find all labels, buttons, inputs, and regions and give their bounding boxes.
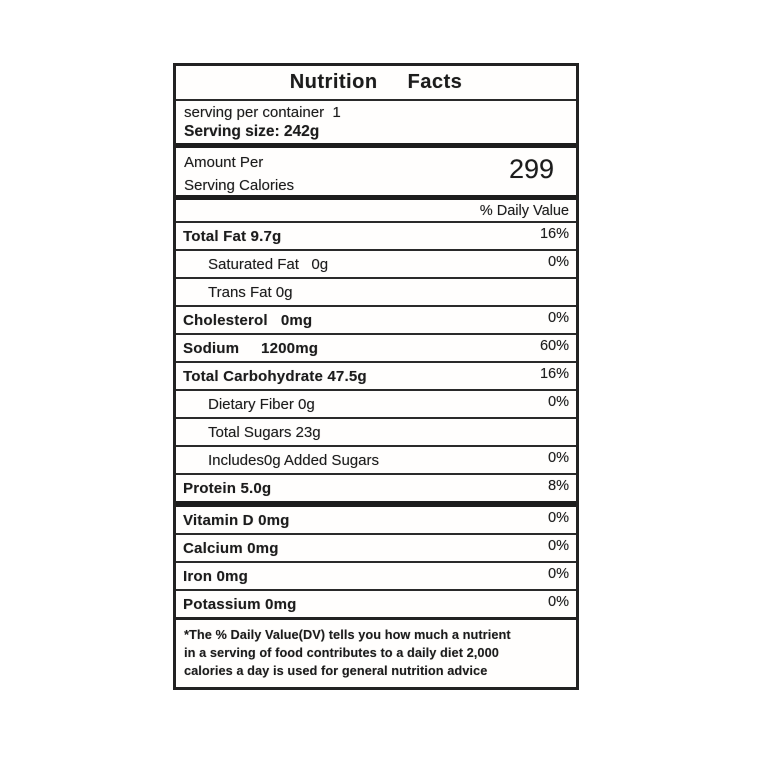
nutrient-name: Total Sugars 23g [208, 423, 321, 441]
nutrient-dv: 0% [548, 450, 569, 466]
nutrient-dv: 0% [548, 538, 569, 554]
nutrient-dv: 8% [548, 478, 569, 494]
nutrient-dv: 60% [539, 338, 569, 354]
nutrient-dv: 16% [539, 226, 569, 242]
serving-size: Serving size: 242g [184, 123, 320, 140]
table-row [176, 391, 576, 419]
daily-value-header-row [176, 200, 576, 223]
footnote-line: calories a day is used for general nutrition advice [184, 664, 488, 679]
nutrient-name: Saturated Fat 0g [208, 255, 329, 273]
table-row [176, 563, 576, 591]
table-row [176, 335, 576, 363]
table-row [176, 307, 576, 335]
table-row [176, 419, 576, 447]
nutrient-name: Includes0g Added Sugars [208, 451, 379, 469]
calories-label-line1: Amount Per [184, 154, 264, 171]
footnote-line: in a serving of food contributes to a daily diet 2,000 [184, 646, 499, 661]
nutrient-name: Iron 0mg [183, 567, 248, 585]
nutrient-name: Cholesterol 0mg [183, 311, 313, 329]
table-row [176, 279, 576, 307]
nutrient-dv: 0% [548, 310, 569, 326]
nutrient-name: Total Fat 9.7g [183, 227, 282, 245]
nutrient-dv: 16% [539, 366, 569, 382]
nutrient-name: Calcium 0mg [183, 539, 279, 557]
table-row [176, 535, 576, 563]
calories-value: 299 [508, 154, 554, 184]
nutrient-rows [176, 223, 576, 620]
nutrient-name: Trans Fat 0g [208, 283, 293, 301]
table-row [176, 591, 576, 620]
nutrient-dv: 0% [548, 510, 569, 526]
nutrient-name: Vitamin D 0mg [183, 511, 290, 529]
nutrient-dv: 0% [548, 594, 569, 610]
nutrient-dv: 0% [548, 254, 569, 270]
table-row [176, 251, 576, 279]
nutrient-name: Sodium 1200mg [183, 339, 319, 357]
table-row [176, 475, 576, 507]
nutrition-facts-label [173, 63, 579, 690]
table-row [176, 363, 576, 391]
daily-value-header: % Daily Value [479, 202, 569, 219]
nutrient-name: Dietary Fiber 0g [208, 395, 315, 413]
title-word-nutrition: Nutrition [289, 71, 378, 93]
nutrient-name: Total Carbohydrate 47.5g [183, 367, 367, 385]
nutrient-dv: 0% [548, 394, 569, 410]
calories-section [176, 148, 576, 200]
serving-info-section [176, 101, 576, 148]
table-row [176, 447, 576, 475]
table-row [176, 223, 576, 251]
footnote-line: *The % Daily Value(DV) tells you how much a nutrient [184, 628, 511, 642]
nutrient-dv: 0% [548, 566, 569, 582]
servings-per-container: serving per container 1 [184, 104, 341, 121]
table-row [176, 507, 576, 535]
calories-label [184, 151, 294, 193]
nutrient-name: Potassium 0mg [183, 595, 297, 613]
footnote-section [176, 620, 576, 680]
calories-label-line2: Serving Calories [184, 177, 295, 195]
title-word-facts: Facts [407, 71, 463, 93]
label-title-row [176, 66, 576, 101]
nutrient-name: Protein 5.0g [183, 479, 272, 497]
